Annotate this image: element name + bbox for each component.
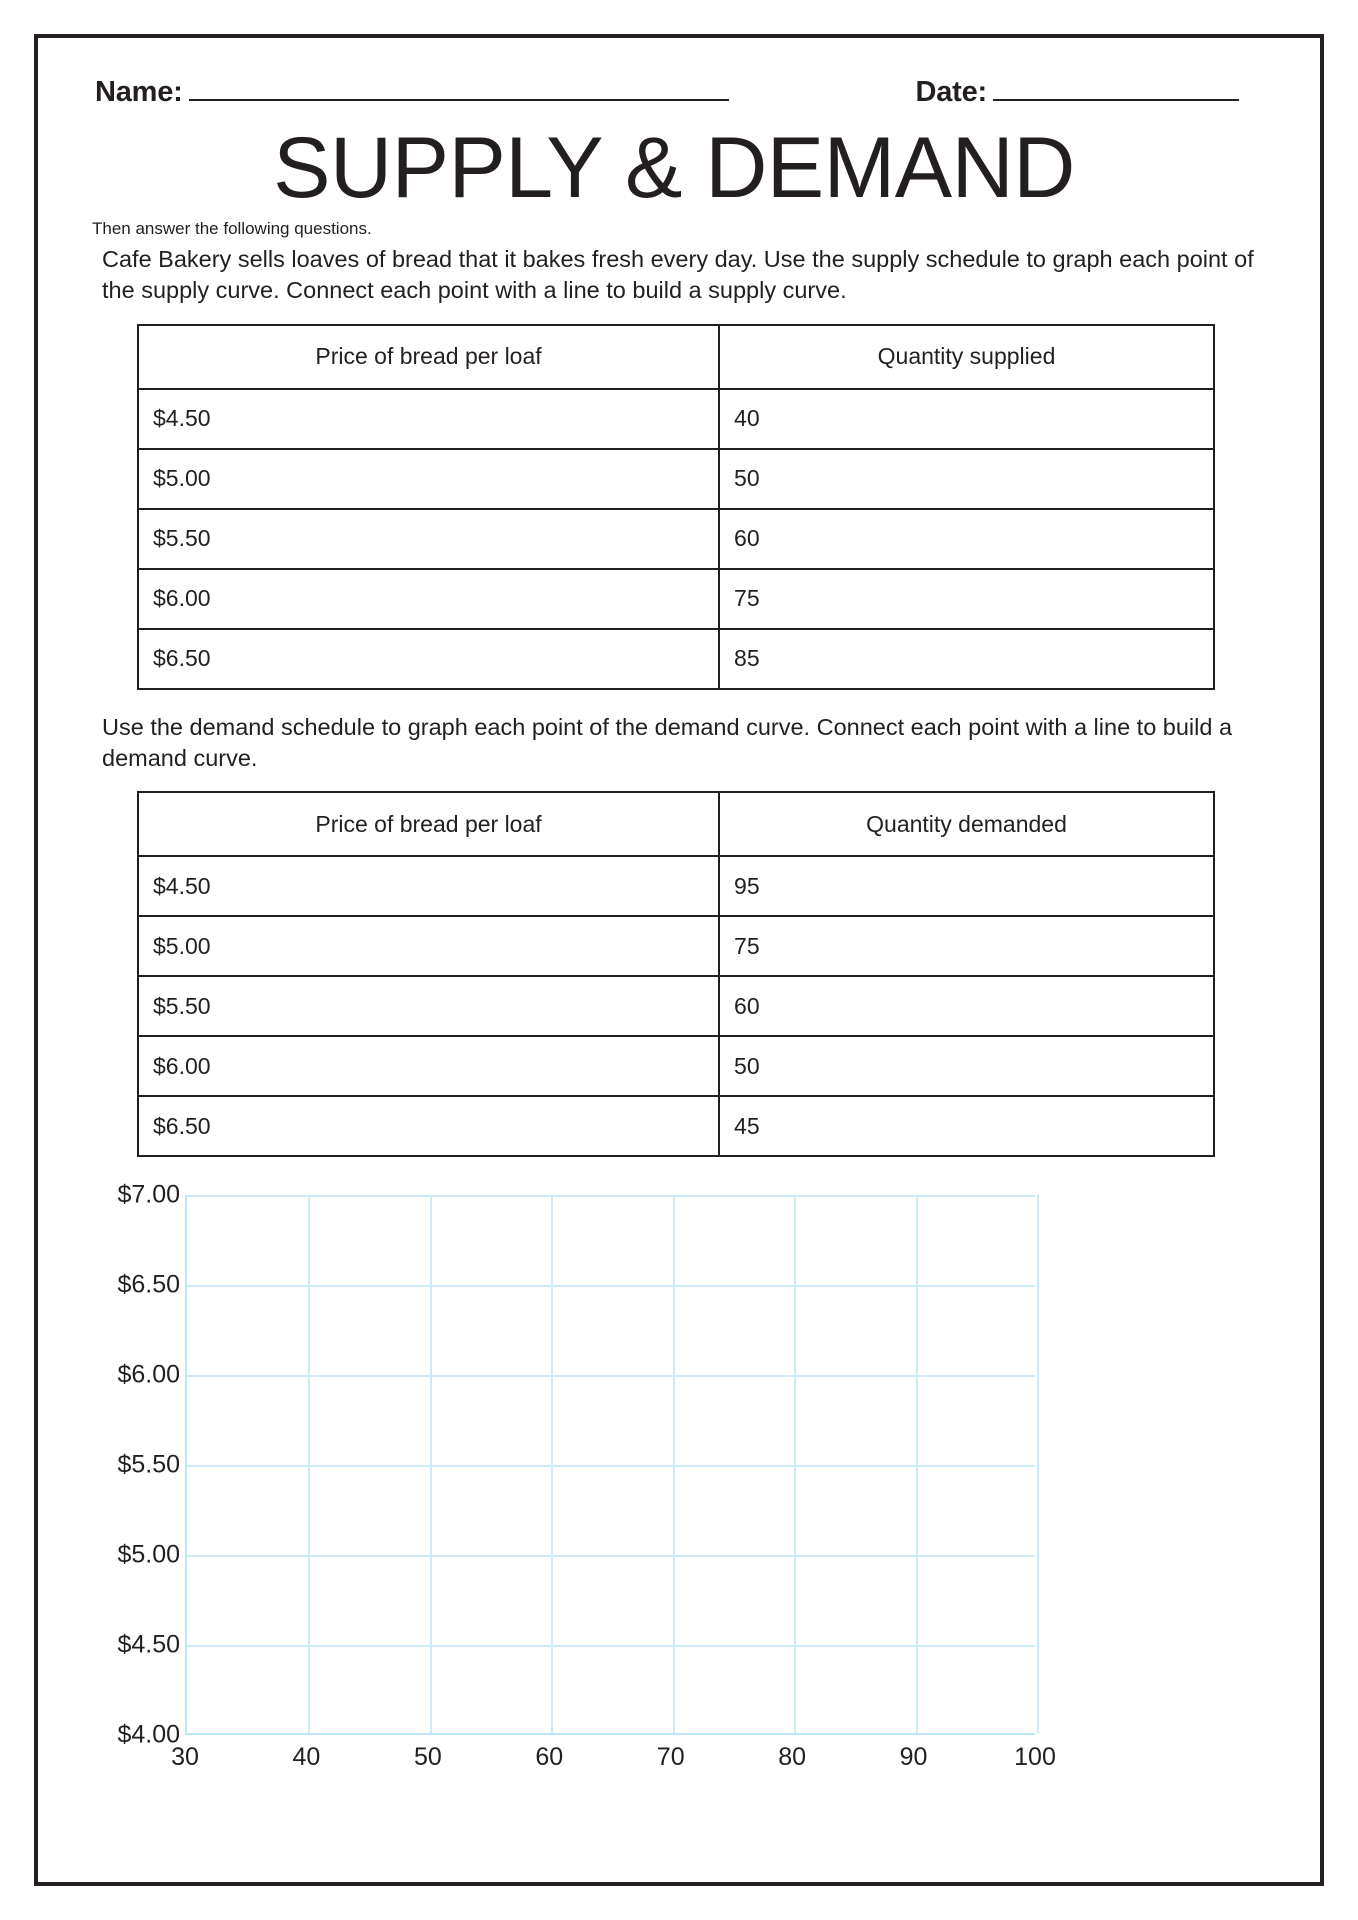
table-row	[138, 629, 1214, 689]
table-row	[138, 1096, 1214, 1156]
cell-price: $6.50	[138, 1096, 719, 1156]
table-row	[138, 509, 1214, 569]
horizontal-gridline	[187, 1645, 1035, 1647]
cell-price: $4.50	[138, 856, 719, 916]
horizontal-gridline	[187, 1465, 1035, 1467]
column-header-price: Price of bread per loaf	[138, 792, 719, 856]
supply-demand-graph[interactable]	[92, 1180, 1262, 1777]
x-axis-tick-label: 60	[535, 1743, 564, 1772]
vertical-gridline	[430, 1195, 432, 1733]
y-axis-tick-labels	[92, 1180, 180, 1749]
horizontal-gridline	[187, 1375, 1035, 1377]
y-axis-tick-label: $4.00	[117, 1720, 180, 1749]
x-axis-tick-label: 80	[778, 1743, 807, 1772]
cell-quantity: 50	[719, 449, 1214, 509]
demand-instructions: Use the demand schedule to graph each point of the demand curve. Connect each point with a line to build a demand curve.	[102, 713, 1233, 771]
cell-quantity: 45	[719, 1096, 1214, 1156]
demand-schedule-table	[137, 791, 1215, 1157]
x-axis-tick-label: 90	[899, 1743, 928, 1772]
table-header-row	[138, 792, 1214, 856]
cell-price: $4.50	[138, 389, 719, 449]
name-input-line[interactable]	[189, 99, 729, 101]
table-row	[138, 569, 1214, 629]
cell-price: $6.00	[138, 1036, 719, 1096]
vertical-gridline	[673, 1195, 675, 1733]
table-header-row	[138, 325, 1214, 389]
table-row	[138, 856, 1214, 916]
cell-price: $6.00	[138, 569, 719, 629]
y-axis-tick-label: $6.00	[117, 1360, 180, 1389]
y-axis-tick-label: $6.50	[117, 1270, 180, 1299]
page-title: SUPPLY & DEMAND	[273, 120, 1075, 216]
x-axis-tick-label: 70	[656, 1743, 685, 1772]
table-row	[138, 976, 1214, 1036]
table-row	[138, 449, 1214, 509]
column-header-price: Price of bread per loaf	[138, 325, 719, 389]
table-row	[138, 1036, 1214, 1096]
column-header-quantity: Quantity demanded	[719, 792, 1214, 856]
supply-schedule-table	[137, 324, 1215, 690]
y-axis-tick-label: $5.50	[117, 1450, 180, 1479]
cell-price: $5.50	[138, 509, 719, 569]
y-axis-tick-label: $7.00	[117, 1180, 180, 1209]
cell-quantity: 40	[719, 389, 1214, 449]
worksheet-content	[92, 76, 1262, 1777]
vertical-gridline	[308, 1195, 310, 1733]
cell-price: $5.00	[138, 916, 719, 976]
sub-note: Then answer the following questions.	[92, 219, 372, 239]
cell-quantity: 95	[719, 856, 1214, 916]
x-axis-tick-label: 50	[413, 1743, 442, 1772]
table-row	[138, 389, 1214, 449]
date-label: Date:	[915, 76, 987, 108]
x-axis-tick-label: 40	[292, 1743, 321, 1772]
cell-quantity: 85	[719, 629, 1214, 689]
vertical-gridline	[551, 1195, 553, 1733]
y-axis-tick-label: $5.00	[117, 1540, 180, 1569]
y-axis-tick-label: $4.50	[117, 1630, 180, 1659]
horizontal-gridline	[187, 1195, 1035, 1197]
name-date-row	[95, 76, 1243, 109]
horizontal-gridline	[187, 1555, 1035, 1557]
vertical-gridline	[916, 1195, 918, 1733]
cell-quantity: 60	[719, 976, 1214, 1036]
x-axis-tick-labels	[171, 1737, 1056, 1787]
x-axis-tick-label: 100	[1014, 1743, 1056, 1772]
cell-price: $5.50	[138, 976, 719, 1036]
name-label: Name:	[95, 76, 183, 108]
table-row	[138, 916, 1214, 976]
cell-quantity: 60	[719, 509, 1214, 569]
date-input-line[interactable]	[993, 99, 1239, 101]
cell-quantity: 75	[719, 916, 1214, 976]
cell-quantity: 50	[719, 1036, 1214, 1096]
horizontal-gridline	[187, 1285, 1035, 1287]
column-header-quantity: Quantity supplied	[719, 325, 1214, 389]
cell-quantity: 75	[719, 569, 1214, 629]
supply-instructions: Cafe Bakery sells loaves of bread that it bakes fresh every day. Use the supply schedule to graph each point of the supply curve. Connect each point with a line to build a supply curve.	[102, 246, 1254, 304]
vertical-gridline	[794, 1195, 796, 1733]
graph-plot-area[interactable]	[185, 1195, 1035, 1735]
x-axis-tick-label: 30	[171, 1743, 199, 1772]
vertical-gridline	[1037, 1195, 1039, 1733]
cell-price: $6.50	[138, 629, 719, 689]
cell-price: $5.00	[138, 449, 719, 509]
